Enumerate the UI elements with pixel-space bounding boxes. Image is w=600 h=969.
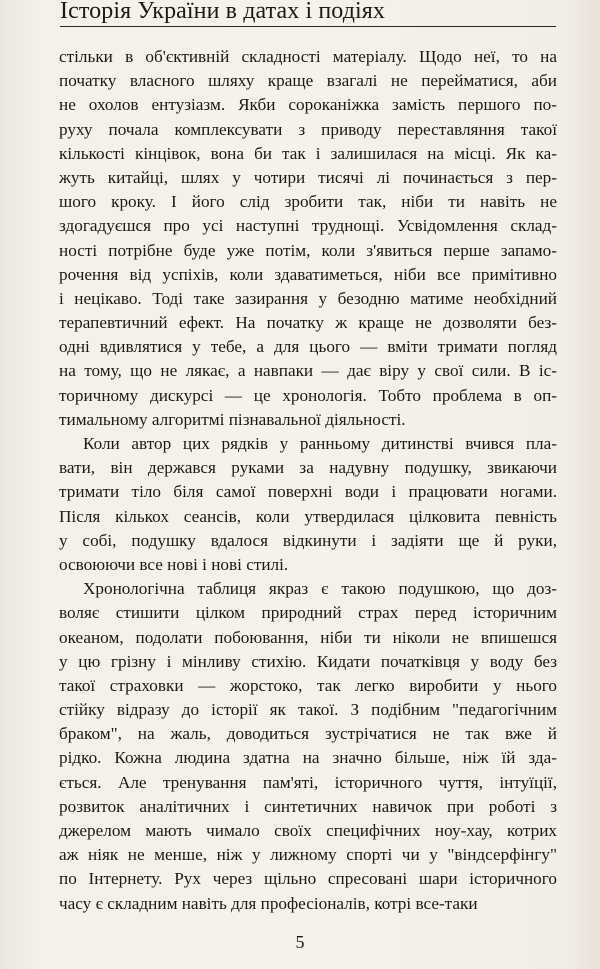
text-line: ється. Але тренування пам'яті, історичного чуття, інтуїції, (59, 772, 557, 792)
text-line: і нецікаво. Тоді таке зазирання у безодню матиме необхідний (59, 288, 557, 308)
paragraph (59, 45, 557, 432)
text-line: початку власного шляху краще взагалі не перейматися, аби (59, 71, 557, 91)
text-line: жуть китайці, шлях у чотири тисячі лі починається з пер- (59, 167, 557, 187)
text-line: здогадуєшся про усі наступні труднощі. Усвідомлення склад- (59, 216, 557, 236)
text-line: стільки в об'єктивній складності матеріалу. Щодо неї, то на (59, 47, 557, 66)
text-line: Після кількох сеансів, коли утвердилася цілковита певність (59, 506, 557, 526)
text-line: Хронологічна таблиця якраз є такою подушкою, що доз- (83, 579, 557, 599)
body-text (59, 45, 557, 916)
running-title: Історія України в датах і подіях (60, 0, 556, 27)
text-line: освоюючи все нові і нові стилі. (59, 554, 289, 574)
text-line: вати, він держався руками за надувну подушку, звикаючи (59, 458, 557, 478)
text-line: на тому, що не лякає, а навпаки — дає віру у свої сили. В іс- (59, 361, 557, 381)
text-line: тримати тіло біля самої поверхні води і працювати ногами. (59, 482, 557, 502)
text-line: не охолов ентузіазм. Якби сороканіжка замість першого по- (59, 95, 557, 115)
paragraph (59, 577, 557, 916)
text-line: одні вдивлятися у тебе, а для цього — вміти тримати погляд (59, 337, 557, 357)
text-line: океаном, подолати побоювання, ніби ти ніколи не впишешся (59, 627, 557, 647)
text-line: аж ніяк не менше, ніж у лижному спорті чи у "віндсерфінгу" (59, 845, 557, 865)
text-line: у собі, подушку вдалося відкинути і задіяти ще й руки, (59, 530, 557, 550)
text-line: кількості кінцівок, вона би так і залишилася на місці. Як ка- (59, 143, 557, 163)
text-line: ності потрібне буде уже потім, коли з'явиться перше запамо- (59, 240, 557, 260)
text-line: по Інтернету. Рух через щільно спресовані шари історичного (59, 869, 557, 889)
text-line: руху почала комплексувати з приводу переставляння такої (59, 119, 557, 139)
text-line: часу є складним навіть для професіоналів, котрі все-таки (59, 893, 478, 913)
page-number: 5 (295, 932, 305, 952)
text-line: розвиток аналітичних і синтетичних навичок при роботі з (59, 796, 557, 816)
text-line: у цю грізну і мінливу стихію. Кидати початківця у воду без (59, 651, 557, 671)
text-line: рочення від успіхів, коли здаватиметься, ніби все примітивно (59, 264, 557, 284)
text-line: Коли автор цих рядків у ранньому дитинстві вчився пла- (83, 434, 557, 453)
paragraph (59, 432, 557, 577)
text-line: браком", на жаль, доводиться зустрічатися не так вже й (59, 724, 557, 744)
text-line: стійку відразу до історії як такої. З подібним "педагогічним (59, 700, 557, 720)
text-line: торичному дискурсі — це хронологія. Тобто проблема в оп- (59, 385, 557, 405)
text-line: рідко. Кожна людина здатна на значно більше, ніж їй зда- (59, 748, 557, 768)
text-line: джерелом мають чимало своїх специфічних ноу-хау, котрих (59, 821, 557, 840)
text-line: воляє стишити цілком природний страх перед історичним (59, 603, 557, 623)
text-line: тимальному алгоритмі пізнавальної діяльності. (59, 409, 406, 429)
text-line: терапевтичний ефект. На початку ж краще не дозволяти без- (59, 313, 557, 333)
text-line: шого кроку. І його слід зробити так, ніби ти навіть не (59, 192, 557, 212)
text-line: такої страховки — жорстоко, так легко виробити у нього (59, 675, 557, 695)
